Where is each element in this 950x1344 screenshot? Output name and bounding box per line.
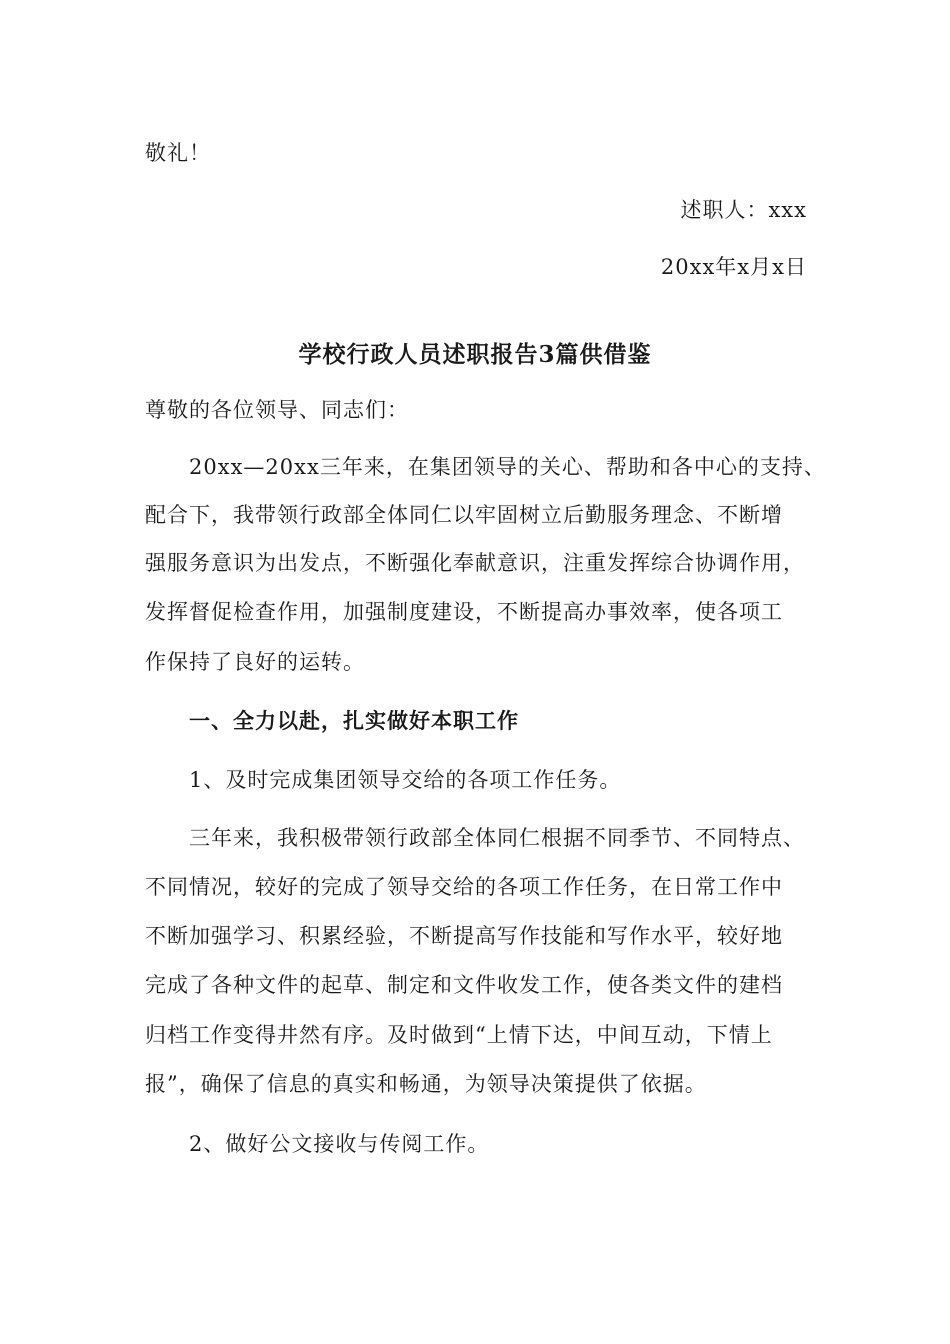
paragraph-line: 不断加强学习、积累经验，不断提高写作技能和写作水平，较好地 [145, 924, 783, 948]
greeting: 尊敬的各位领导、同志们： [145, 398, 409, 422]
paragraph-line: 完成了各种文件的起草、制定和文件收发工作，使各类文件的建档 [145, 973, 783, 997]
paragraph-line: 归档工作变得井然有序。及时做到“上情下达，中间互动，下情上 [145, 1023, 773, 1047]
paragraph-line: 强服务意识为出发点，不断强化奉献意识，注重发挥综合协调作用， [145, 551, 805, 575]
paragraph-line: 作保持了良好的运转。 [145, 650, 365, 674]
paragraph-line: 三年来，我积极带领行政部全体同仁根据不同季节、不同特点、 [189, 826, 805, 850]
paragraph-line: 配合下，我带领行政部全体同仁以牢固树立后勤服务理念、不断增 [145, 503, 783, 527]
report-title: 学校行政人员述职报告3篇供借鉴 [298, 341, 652, 368]
paragraph-line: 不同情况，较好的完成了领导交给的各项工作任务，在日常工作中 [145, 875, 783, 899]
closing-salute: 敬礼！ [145, 141, 211, 165]
item-heading: 2、做好公文接收与传阅工作。 [189, 1132, 490, 1156]
signer-line: 述职人：xxx [680, 198, 807, 222]
paragraph-line: 20xx—20xx三年来，在集团领导的关心、帮助和各中心的支持、 [189, 455, 826, 479]
paragraph-line: 发挥督促检查作用，加强制度建设，不断提高办事效率，使各项工 [145, 600, 783, 624]
date-line: 20xx年x月x日 [660, 255, 807, 279]
paragraph-line: 报”，确保了信息的真实和畅通，为领导决策提供了依据。 [145, 1072, 707, 1096]
section-heading: 一、全力以赴，扎实做好本职工作 [189, 708, 519, 733]
item-heading: 1、及时完成集团领导交给的各项工作任务。 [189, 768, 622, 792]
